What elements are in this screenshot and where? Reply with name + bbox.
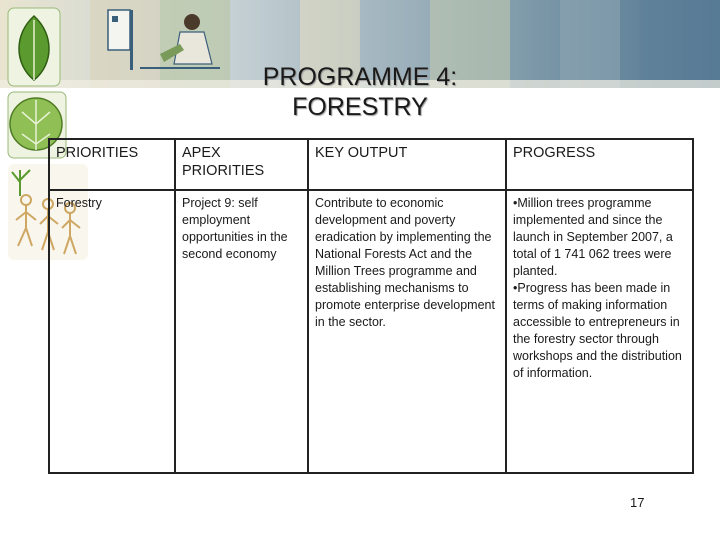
title-line-2: FORESTRY bbox=[292, 93, 428, 121]
table-row bbox=[49, 190, 693, 473]
header-apex-priorities: APEX PRIORITIES bbox=[175, 139, 308, 190]
progress-item-2: •Progress has been made in terms of making information accessible to entrepreneurs in the forestry sector through workshops and the distribution of information. bbox=[513, 281, 682, 380]
progress-item-1: •Million trees programme implemented and since the launch in September 2007, a total of 1 741 062 trees were planted. bbox=[513, 196, 673, 278]
priorities-table bbox=[48, 138, 694, 474]
table-header-row bbox=[49, 139, 693, 190]
cell-progress bbox=[506, 190, 693, 473]
title-line-1: PROGRAMME 4: bbox=[262, 63, 458, 91]
header-progress: PROGRESS bbox=[506, 139, 693, 190]
header-priorities: PRIORITIES bbox=[49, 139, 175, 190]
header-key-output: KEY OUTPUT bbox=[308, 139, 506, 190]
cell-key-output: Contribute to economic development and poverty eradication by implementing the National Forests Act and the Million Trees programme and establishing mechanisms to promote enterprise development in the sector. bbox=[308, 190, 506, 473]
cell-priority: Forestry bbox=[49, 190, 175, 473]
page-title bbox=[200, 62, 520, 122]
page-number: 17 bbox=[630, 495, 645, 510]
cell-apex-priority: Project 9: self employment opportunities in the second economy bbox=[175, 190, 308, 473]
